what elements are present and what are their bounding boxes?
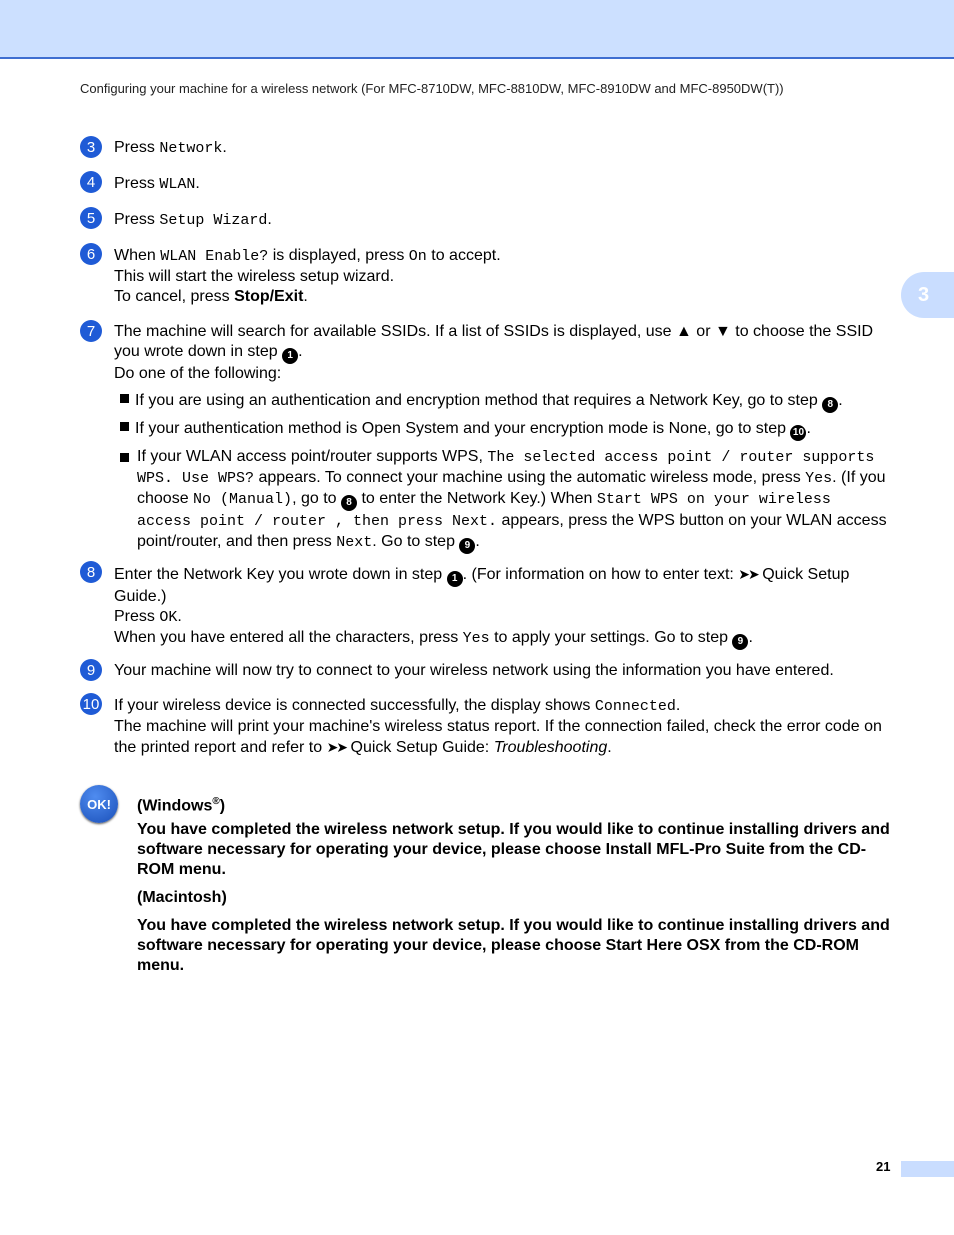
double-chevron-icon: ➤➤ (326, 739, 347, 755)
step-number: 9 (80, 659, 102, 681)
step-text: If your wireless device is connected successfully, the display shows Connected. The machine will print your machine's wireless status report. If the connection failed, check the error code on the printed report and refer to ➤➤ Quick Setup Guide: Troubleshooting. (114, 697, 882, 756)
step-text: Press Setup Wizard. (114, 211, 272, 229)
bullet-item: If your authentication method is Open System and your encryption mode is None, go to step 10 . (120, 419, 892, 441)
running-head: Configuring your machine for a wireless network (For MFC-8710DW, MFC-8810DW, MFC-8910DW and MFC-8950DW(T)) (80, 81, 784, 96)
step-number: 3 (80, 136, 102, 158)
chapter-tab: 3 (901, 272, 954, 318)
step-text: The machine will search for available SSIDs. If a list of SSIDs is displayed, use ▲ or ▼ to choose the SSID you wrote down in step 1 . Do one of the following: (114, 323, 874, 382)
bullet-item: If your WLAN access point/router supports WPS, The selected access point / router supports WPS. Use WPS? appears. To connect your machine using the automatic wireless mode, press Yes. (If you choose No (Manual), go to 8 to enter the Network Key.) When Start WPS on your wireless access point / router , then press Next. appears, press the WPS button on your WLAN access point/router, and then press Next. Go to step 9 . (120, 447, 892, 554)
step-number: 6 (80, 243, 102, 265)
step-text: Press Network. (114, 139, 227, 157)
ok-windows-heading: (Windows®) (137, 796, 226, 815)
step-number: 4 (80, 171, 102, 193)
ok-mac-text: You have completed the wireless network setup. If you would like to continue installing drivers and software necessary for operating your device, please choose Start Here OSX from the CD-ROM menu. (137, 917, 890, 974)
step-number: 7 (80, 320, 102, 342)
step-text: Enter the Network Key you wrote down in step 1 . (For information on how to enter text: ➤➤ Quick Setup Guide.) Press OK. When you have entered all the characters, press Yes to apply your settings. Go to step 9 . (114, 564, 892, 650)
step-number: 10 (80, 693, 102, 715)
step-text: When WLAN Enable? is displayed, press On to accept. This will start the wireless setup wizard. To cancel, press Stop/Exit. (114, 247, 501, 305)
step-number: 5 (80, 207, 102, 229)
bullet-item: If you are using an authentication and encryption method that requires a Network Key, go to step 8 . (120, 391, 892, 413)
page-number: 21 (876, 1159, 891, 1174)
step-text: Your machine will now try to connect to your wireless network using the information you have entered. (114, 662, 834, 679)
ok-mac-heading: (Macintosh) (137, 889, 227, 906)
page-number-bar (901, 1161, 954, 1177)
ok-windows-text: You have completed the wireless network setup. If you would like to continue installing drivers and software necessary for operating your device, please choose Install MFL-Pro Suite from the CD-ROM menu. (137, 821, 890, 878)
double-chevron-icon: ➤➤ (738, 566, 758, 582)
step-number: 8 (80, 561, 102, 583)
step-text: Press WLAN. (114, 175, 200, 193)
ok-icon: OK! (80, 785, 118, 823)
header-band (0, 0, 954, 59)
